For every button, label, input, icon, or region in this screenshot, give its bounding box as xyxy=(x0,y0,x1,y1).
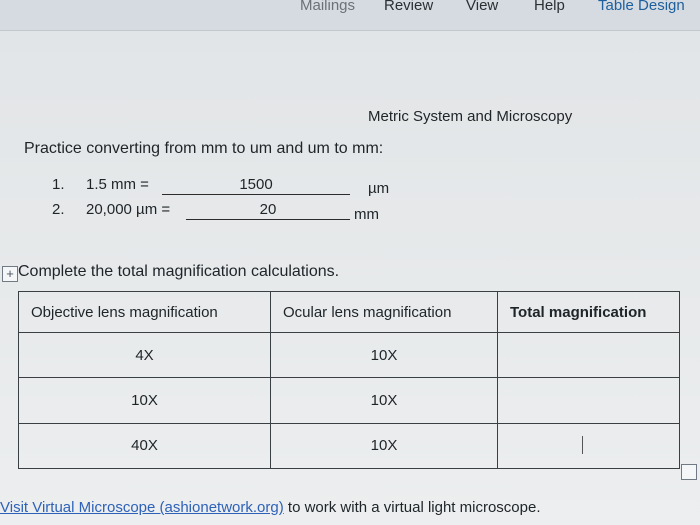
answer-value: 20 xyxy=(259,201,277,218)
conversion-instruction: Practice converting from mm to um and um to mm: xyxy=(24,140,384,157)
text-cursor xyxy=(582,436,583,454)
document-title: Metric System and Microscopy xyxy=(368,108,573,125)
answer-value: 1500 xyxy=(239,176,273,193)
table-move-handle-icon[interactable]: + xyxy=(2,266,18,282)
ribbon-tab-bar xyxy=(0,0,700,31)
question-prompt: 20,000 µm = xyxy=(86,201,171,218)
header-ocular[interactable]: Ocular lens magnification xyxy=(271,292,498,333)
cell-objective[interactable]: 10X xyxy=(19,378,271,423)
table-header-row xyxy=(19,292,680,333)
section-heading: Complete the total magnification calculations. xyxy=(18,263,340,280)
cell-ocular[interactable]: 10X xyxy=(271,333,498,378)
tab-view[interactable]: View xyxy=(466,0,499,14)
table-row xyxy=(19,378,680,423)
header-objective[interactable]: Objective lens magnification xyxy=(19,292,271,333)
cell-total[interactable] xyxy=(498,378,680,423)
cell-total-active[interactable] xyxy=(498,423,680,468)
answer-unit: mm xyxy=(354,206,379,223)
cell-objective[interactable]: 40X xyxy=(19,423,271,468)
virtual-microscope-link[interactable]: Visit Virtual Microscope (ashionetwork.org) xyxy=(0,499,284,516)
footer-text: to work with a virtual light microscope. xyxy=(283,499,541,516)
answer-blank[interactable] xyxy=(162,176,350,195)
tab-table-design[interactable]: Table Design xyxy=(598,0,685,14)
question-prompt: 1.5 mm = xyxy=(86,176,149,193)
cell-objective[interactable]: 4X xyxy=(19,333,271,378)
table-resize-handle-icon[interactable] xyxy=(681,464,697,480)
answer-unit: µm xyxy=(368,180,390,197)
magnification-table xyxy=(18,291,680,469)
tab-help[interactable]: Help xyxy=(534,0,565,14)
tab-mailings[interactable]: Mailings xyxy=(300,0,356,14)
cell-ocular[interactable]: 10X xyxy=(271,378,498,423)
answer-blank[interactable] xyxy=(186,201,350,220)
cell-ocular[interactable]: 10X xyxy=(271,423,498,468)
question-number: 1. xyxy=(52,176,65,193)
table-row xyxy=(19,333,680,378)
header-total[interactable]: Total magnification xyxy=(498,292,680,333)
tab-review[interactable]: Review xyxy=(384,0,434,14)
cell-total[interactable] xyxy=(498,333,680,378)
footer-line xyxy=(0,499,541,516)
table-row xyxy=(19,423,680,468)
question-number: 2. xyxy=(52,201,65,218)
